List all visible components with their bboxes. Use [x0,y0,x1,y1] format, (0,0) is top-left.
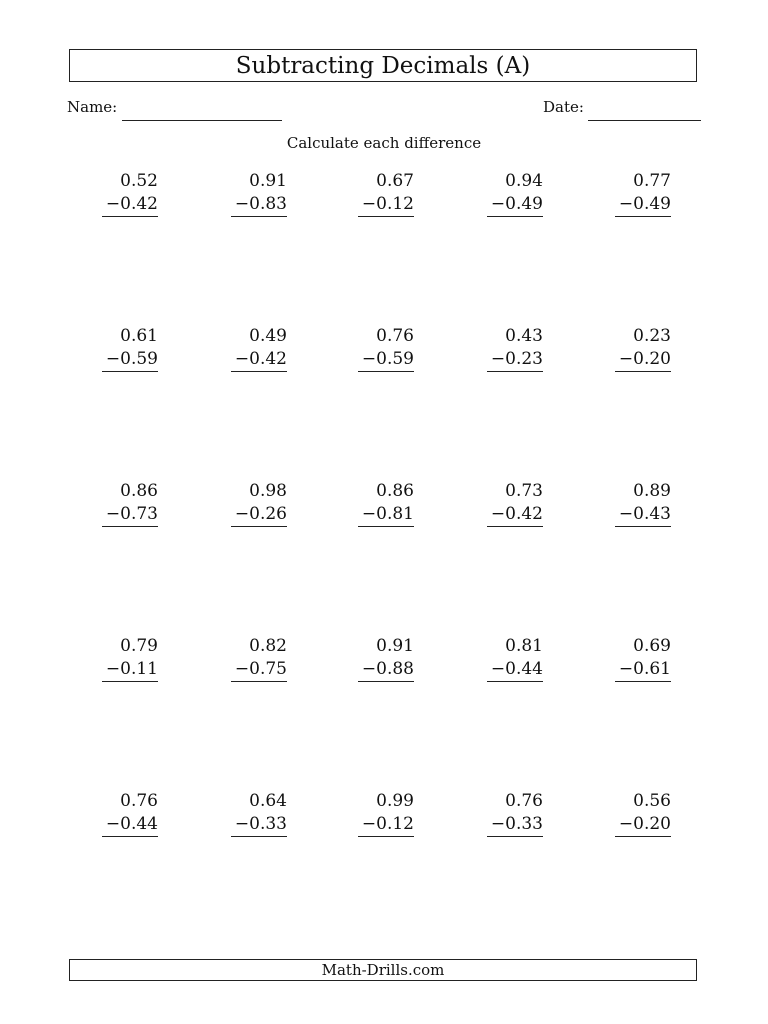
subtrahend: −0.12 [358,813,414,837]
minuend: 0.86 [120,481,158,501]
date-field[interactable] [588,120,701,121]
problem-7 [231,325,287,372]
subtrahend: −0.44 [487,658,543,682]
minuend: 0.86 [376,481,414,501]
minuend: 0.98 [249,481,287,501]
subtrahend: −0.75 [231,658,287,682]
problem-16 [102,635,158,682]
problem-8 [358,325,414,372]
minuend: 0.91 [249,171,287,191]
problem-5 [615,170,671,217]
subtrahend: −0.20 [615,813,671,837]
date-label: Date: [543,98,584,116]
minuend: 0.94 [505,171,543,191]
minuend: 0.56 [633,791,671,811]
subtrahend: −0.81 [358,503,414,527]
minuend: 0.81 [505,636,543,656]
footer: Math-Drills.com [69,959,697,981]
name-label: Name: [67,98,118,116]
minuend: 0.82 [249,636,287,656]
minuend: 0.52 [120,171,158,191]
problem-9 [487,325,543,372]
minuend: 0.67 [376,171,414,191]
subtrahend: −0.42 [102,193,158,217]
subtrahend: −0.33 [487,813,543,837]
subtrahend: −0.11 [102,658,158,682]
problem-21 [102,790,158,837]
minuend: 0.89 [633,481,671,501]
subtrahend: −0.61 [615,658,671,682]
worksheet-title: Subtracting Decimals (A) [69,49,697,82]
subtrahend: −0.59 [102,348,158,372]
subtrahend: −0.83 [231,193,287,217]
problem-24 [487,790,543,837]
problem-6 [102,325,158,372]
minuend: 0.91 [376,636,414,656]
problem-18 [358,635,414,682]
problem-3 [358,170,414,217]
subtrahend: −0.42 [231,348,287,372]
problem-15 [615,480,671,527]
instructions: Calculate each difference [286,134,482,152]
subtrahend: −0.59 [358,348,414,372]
problem-2 [231,170,287,217]
problem-14 [487,480,543,527]
subtrahend: −0.43 [615,503,671,527]
subtrahend: −0.26 [231,503,287,527]
problem-10 [615,325,671,372]
problem-1 [102,170,158,217]
minuend: 0.79 [120,636,158,656]
problem-11 [102,480,158,527]
minuend: 0.73 [505,481,543,501]
subtrahend: −0.73 [102,503,158,527]
problem-23 [358,790,414,837]
problem-13 [358,480,414,527]
problem-22 [231,790,287,837]
subtrahend: −0.44 [102,813,158,837]
subtrahend: −0.23 [487,348,543,372]
subtrahend: −0.49 [615,193,671,217]
minuend: 0.49 [249,326,287,346]
minuend: 0.69 [633,636,671,656]
problem-19 [487,635,543,682]
name-field[interactable] [122,120,282,121]
minuend: 0.61 [120,326,158,346]
minuend: 0.76 [376,326,414,346]
minuend: 0.64 [249,791,287,811]
subtrahend: −0.20 [615,348,671,372]
minuend: 0.76 [505,791,543,811]
subtrahend: −0.49 [487,193,543,217]
subtrahend: −0.42 [487,503,543,527]
subtrahend: −0.12 [358,193,414,217]
problem-17 [231,635,287,682]
minuend: 0.23 [633,326,671,346]
problem-12 [231,480,287,527]
minuend: 0.76 [120,791,158,811]
problem-4 [487,170,543,217]
problem-20 [615,635,671,682]
minuend: 0.99 [376,791,414,811]
subtrahend: −0.88 [358,658,414,682]
minuend: 0.43 [505,326,543,346]
problem-25 [615,790,671,837]
minuend: 0.77 [633,171,671,191]
subtrahend: −0.33 [231,813,287,837]
